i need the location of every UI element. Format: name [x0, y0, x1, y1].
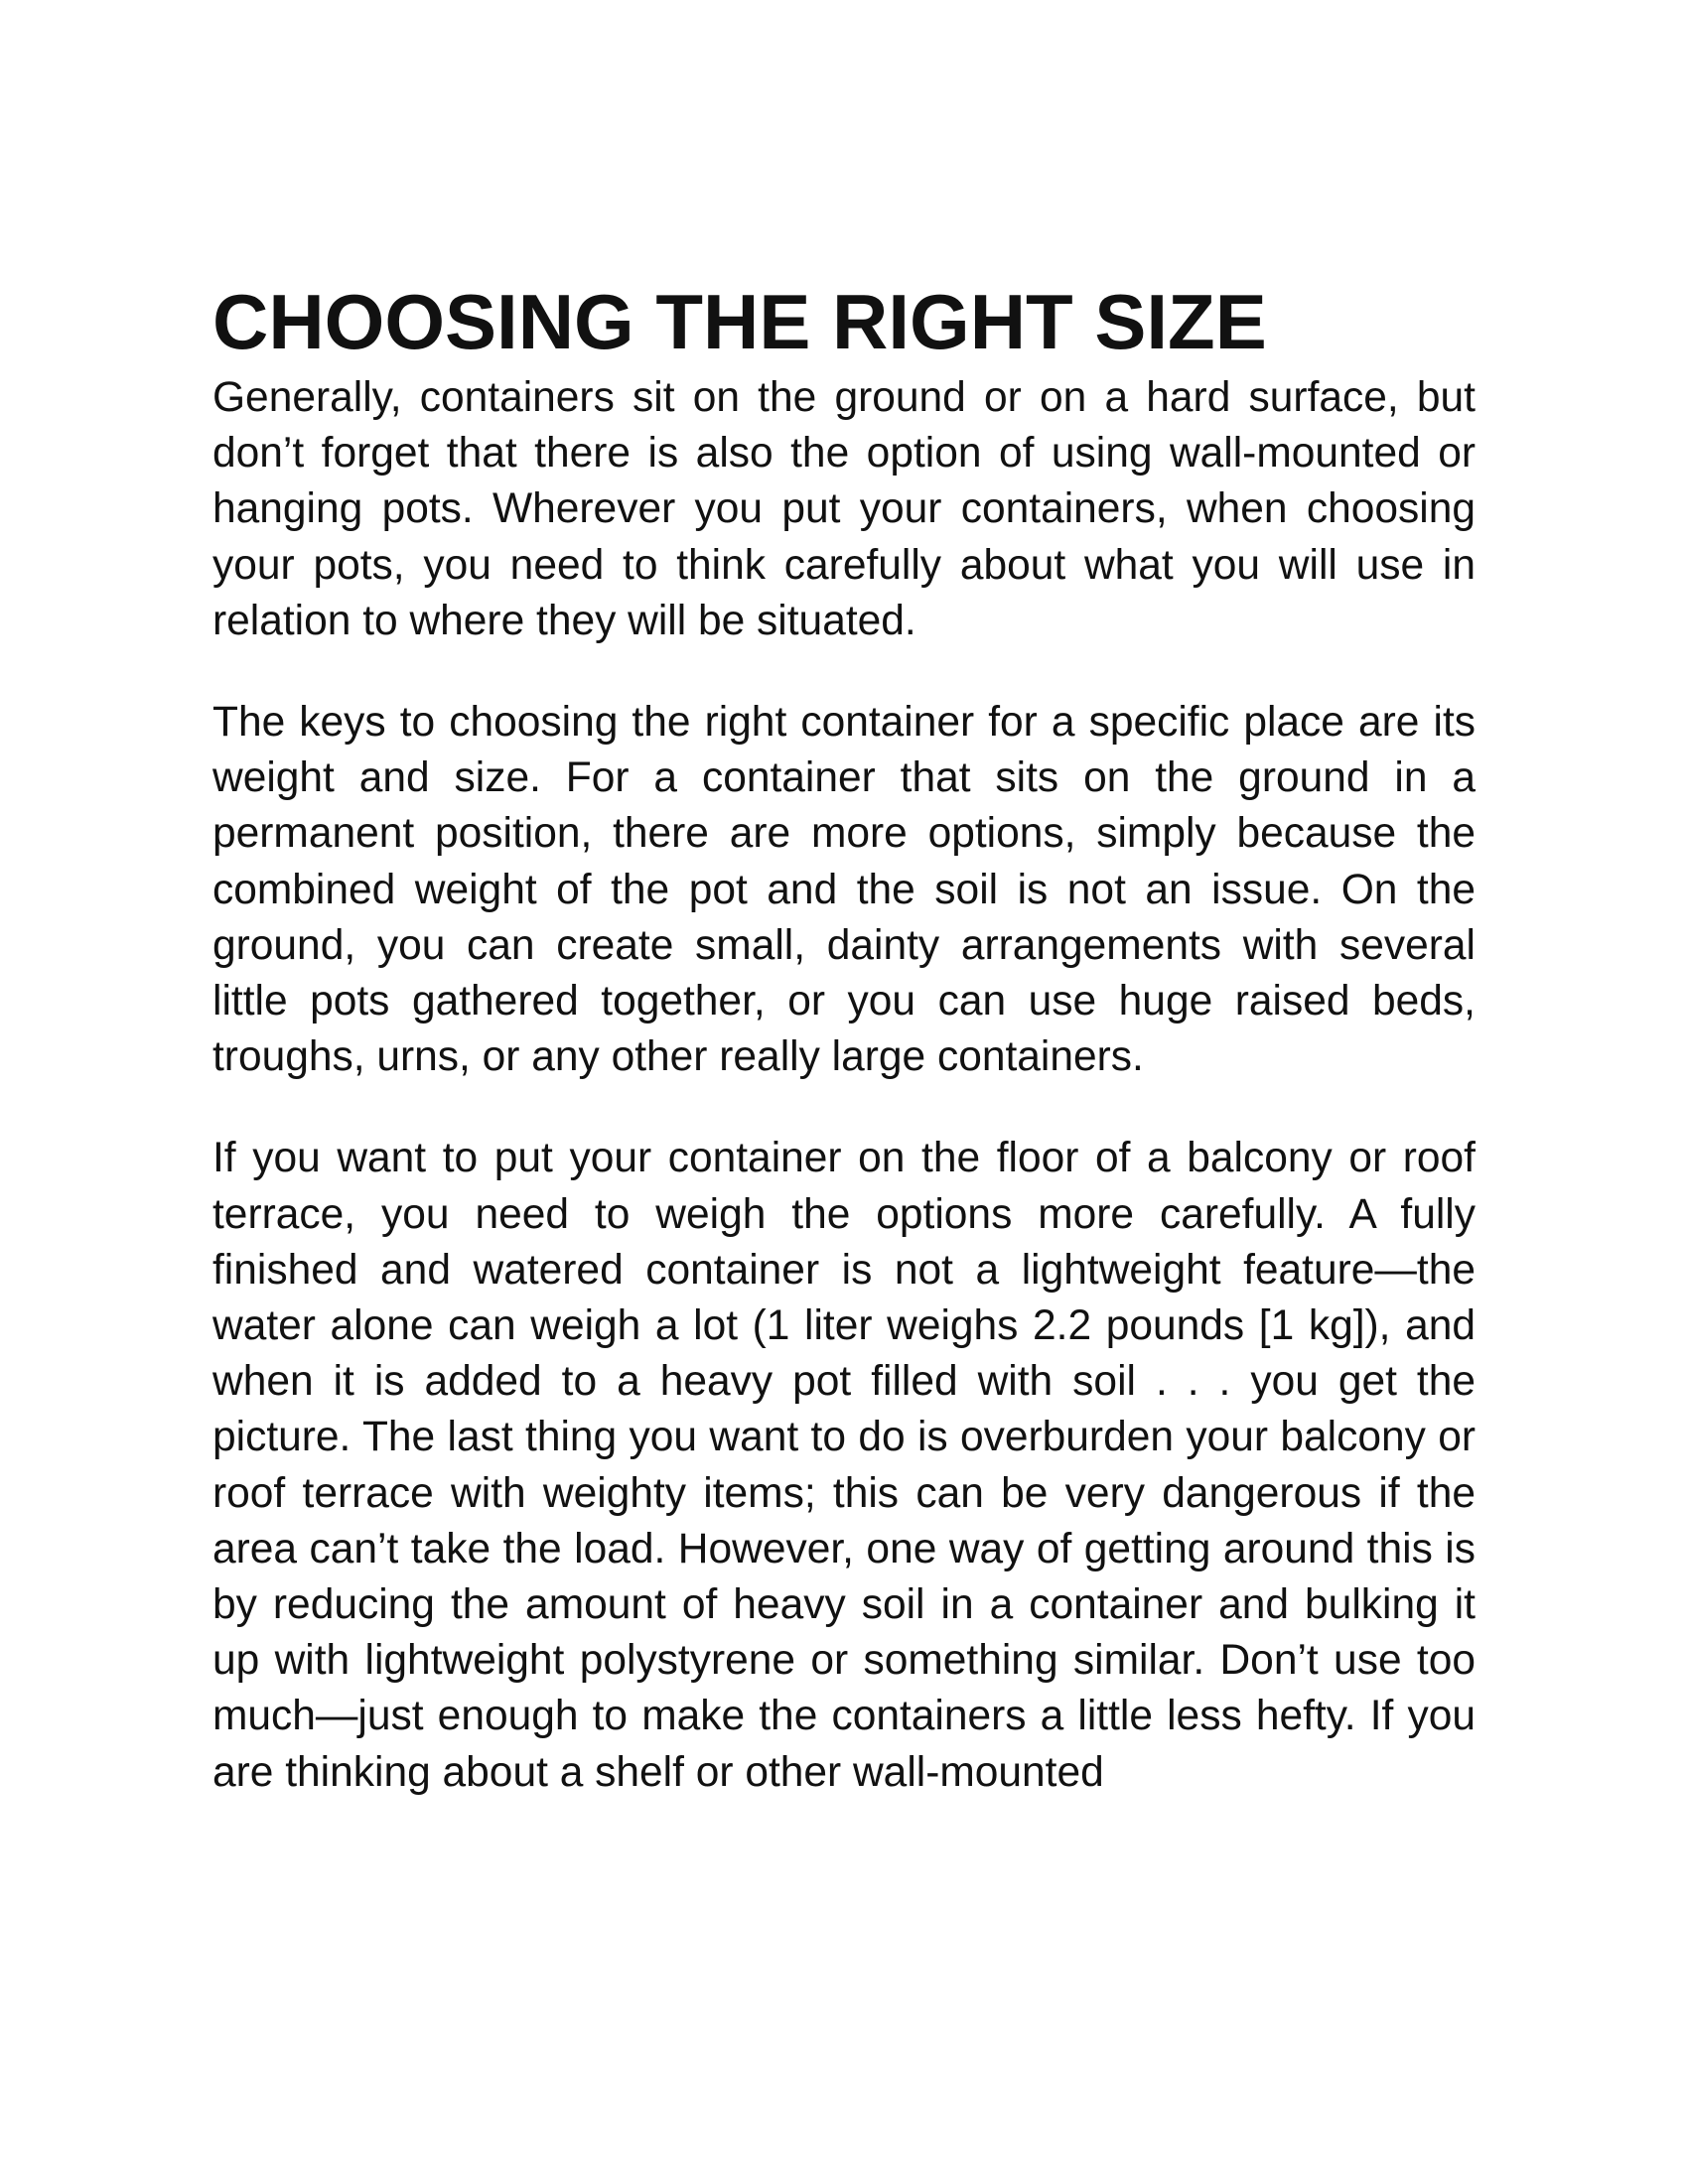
paragraph-2: The keys to choosing the right container for a specific place are its weight and size. For a container that sits on the ground in a permanent position, there are more options, simply because the combined weight of the pot and the soil is not an issue. On the ground, you can create small, dainty arrangements with several little pots gathered together, or you can use huge raised beds, troughs, urns, or any other really large containers. [212, 699, 1476, 1081]
document-page [212, 278, 1476, 1801]
paragraph-1: Generally, containers sit on the ground or on a hard surface, but don’t forget that there is also the option of using wall-mounted or hanging pots. Wherever you put your containers, when choosing your pots, you need to think carefully about what you will use in relation to where they will be situated. [212, 374, 1476, 644]
paragraph-3: If you want to put your container on the floor of a balcony or roof terrace, you need to weigh the options more carefully. A fully finished and watered container is not a lightweight feature—the water alone can weigh a lot (1 liter weighs 2.2 pounds [1 kg]), and when it is added to a heavy pot filled with soil . . . you get the picture. The last thing you want to do is overburden your balcony or roof terrace with weighty items; this can be very dangerous if the area can’t take the load. However, one way of getting around this is by reducing the amount of heavy soil in a container and bulking it up with lightweight polystyrene or something similar. Don’t use too much—just enough to make the containers a little less hefty. If you are thinking about a shelf or other wall-mounted [212, 1135, 1476, 1796]
section-title: CHOOSING THE RIGHT SIZE [212, 278, 1267, 365]
